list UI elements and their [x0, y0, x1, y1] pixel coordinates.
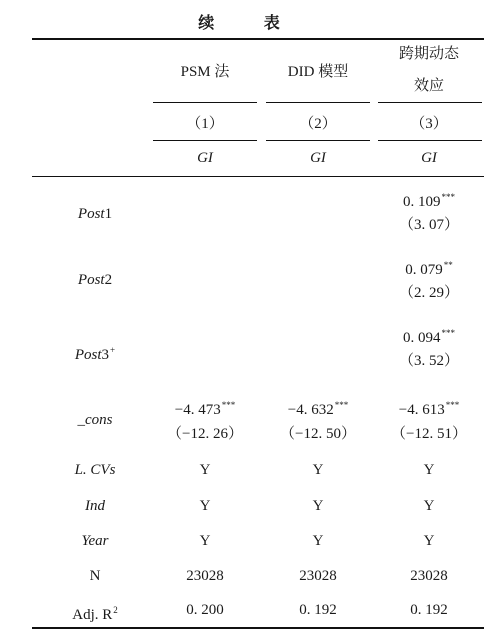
year-1: Y — [199, 533, 211, 549]
ind-3: Y — [423, 498, 435, 514]
top-rule — [32, 38, 484, 40]
header-bottom-rule — [32, 176, 484, 177]
adjr2-2: 0. 192 — [299, 602, 337, 618]
lcvs-1: Y — [199, 462, 211, 478]
header-did: DID 模型 — [287, 64, 349, 80]
row-label-cons: _cons — [77, 412, 113, 428]
year-3: Y — [423, 533, 435, 549]
ind-2: Y — [312, 498, 324, 514]
num-rule-2 — [266, 140, 370, 141]
post3-coef: 0. 094*** — [403, 328, 455, 346]
lcvs-3: Y — [423, 462, 435, 478]
row-label-lcvs: L. CVs — [74, 462, 116, 478]
num-rule-1 — [153, 140, 257, 141]
cons-tstat-2: （−12. 50） — [280, 426, 356, 442]
n-1: 23028 — [186, 568, 224, 584]
dep-var-3: GI — [421, 150, 437, 166]
col-num-3: （3） — [410, 116, 448, 132]
col-num-2: （2） — [299, 116, 337, 132]
ind-1: Y — [199, 498, 211, 514]
header-rule-3 — [378, 102, 482, 103]
post2-tstat: （2. 29） — [398, 285, 459, 301]
header-dynamic-line2: 效应 — [413, 78, 444, 94]
table-title: 续 表 — [198, 13, 302, 32]
adjr2-1: 0. 200 — [186, 602, 224, 618]
row-label-adjr2: Adj. $R^2$ — [72, 605, 118, 623]
header-rule-2 — [266, 102, 370, 103]
post1-tstat: （3. 07） — [398, 217, 459, 233]
post3-tstat: （3. 52） — [398, 353, 459, 369]
col-num-1: （1） — [186, 116, 224, 132]
row-label-year: Year — [81, 533, 109, 549]
row-label-post1: Post1 — [77, 206, 113, 222]
adjr2-3: 0. 192 — [410, 602, 448, 618]
dep-var-1: GI — [197, 150, 213, 166]
cons-tstat-3: （−12. 51） — [391, 426, 467, 442]
header-psm: PSM 法 — [180, 64, 230, 80]
cons-tstat-1: （−12. 26） — [167, 426, 243, 442]
header-dynamic-line1: 跨期动态 — [398, 46, 459, 62]
cons-coef-1: −4. 473*** — [174, 400, 236, 418]
bottom-rule — [32, 627, 484, 629]
cons-coef-3: −4. 613*** — [398, 400, 460, 418]
n-3: 23028 — [410, 568, 448, 584]
num-rule-3 — [378, 140, 482, 141]
row-label-ind: Ind — [85, 498, 105, 514]
post1-coef: 0. 109*** — [403, 192, 455, 210]
dep-var-2: GI — [310, 150, 326, 166]
row-label-n: N — [89, 568, 101, 584]
post2-coef: 0. 079** — [405, 260, 453, 278]
cons-coef-2: −4. 632*** — [287, 400, 349, 418]
year-2: Y — [312, 533, 324, 549]
n-2: 23028 — [299, 568, 337, 584]
header-rule-1 — [153, 102, 257, 103]
lcvs-2: Y — [312, 462, 324, 478]
row-label-post3: Post3+ — [74, 345, 116, 363]
row-label-post2: Post2 — [77, 272, 113, 288]
